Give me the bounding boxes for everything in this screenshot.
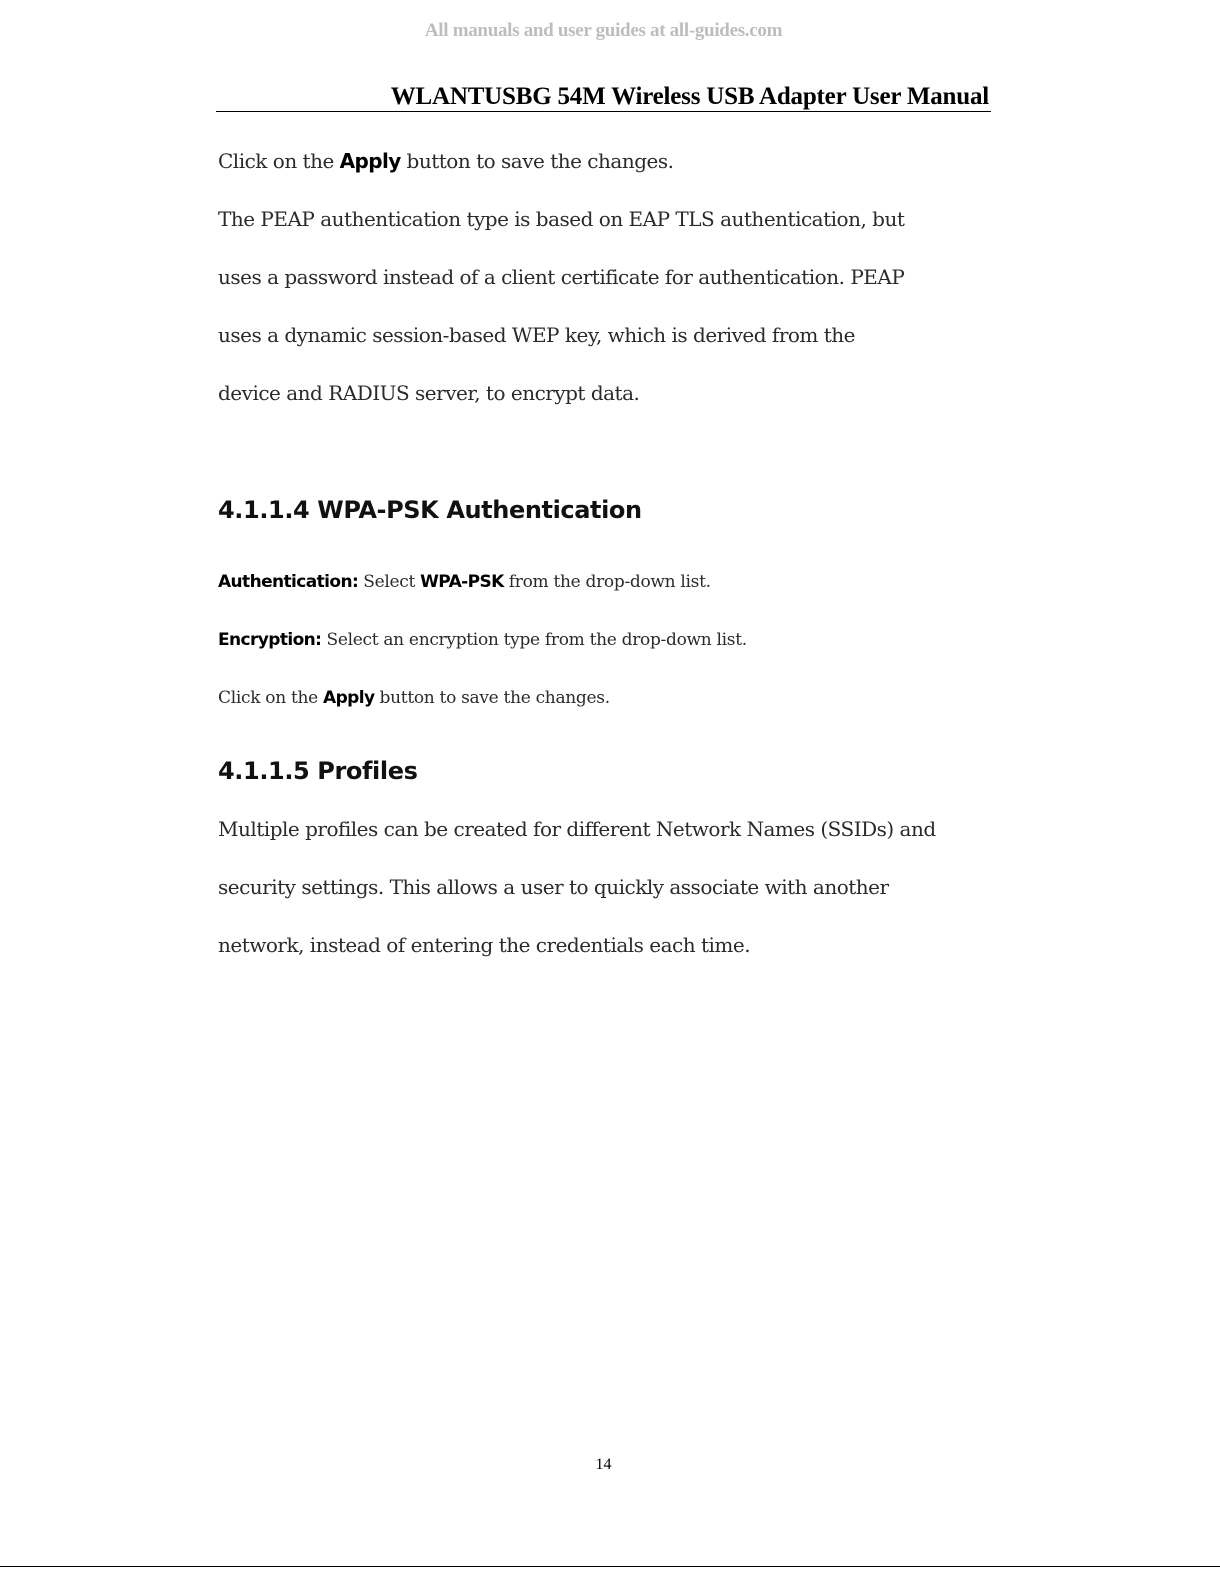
apply-secondary-pre: Click on the (218, 688, 324, 708)
apply-instruction-post: button to save the changes. (400, 149, 674, 173)
running-header (216, 80, 991, 112)
encryption-text: Select an encryption type from the drop-down list. (321, 630, 747, 650)
encryption-label: Encryption: (218, 630, 322, 650)
profiles-paragraph-line: security settings. This allows a user to quickly associate with another (218, 875, 889, 899)
page-number: 14 (595, 1456, 612, 1473)
profiles-paragraph-line: network, instead of entering the credentials each time. (218, 933, 751, 957)
apply-secondary-post: button to save the changes. (374, 688, 610, 708)
encryption-instruction (218, 630, 747, 650)
authentication-label: Authentication: (218, 572, 359, 592)
peap-paragraph-line: The PEAP authentication type is based on EAP TLS authentication, but (218, 207, 905, 231)
apply-secondary-keyword: Apply (323, 688, 375, 708)
profiles-paragraph-line: Multiple profiles can be created for different Network Names (SSIDs) and (218, 817, 936, 841)
section-heading-wpa-psk: 4.1.1.4 WPA-PSK Authentication (218, 496, 642, 524)
peap-paragraph-line: device and RADIUS server, to encrypt data. (218, 381, 640, 405)
authentication-post: from the drop-down list. (503, 572, 711, 592)
apply-instruction-secondary (218, 688, 610, 708)
bottom-divider (0, 1566, 1220, 1567)
wpa-psk-keyword: WPA-PSK (420, 572, 504, 592)
peap-paragraph-line: uses a password instead of a client certificate for authentication. PEAP (218, 265, 905, 289)
peap-paragraph-line: uses a dynamic session-based WEP key, which is derived from the (218, 323, 856, 347)
authentication-instruction (218, 572, 711, 592)
apply-instruction-pre: Click on the (218, 149, 340, 173)
apply-instruction (218, 149, 673, 173)
authentication-pre: Select (358, 572, 421, 592)
section-heading-profiles: 4.1.1.5 Profiles (218, 757, 418, 785)
apply-keyword: Apply (339, 149, 401, 173)
manual-title: WLANTUSBG 54M Wireless USB Adapter User Manual (390, 83, 989, 110)
watermark-text: All manuals and user guides at all-guides.com (424, 20, 783, 41)
